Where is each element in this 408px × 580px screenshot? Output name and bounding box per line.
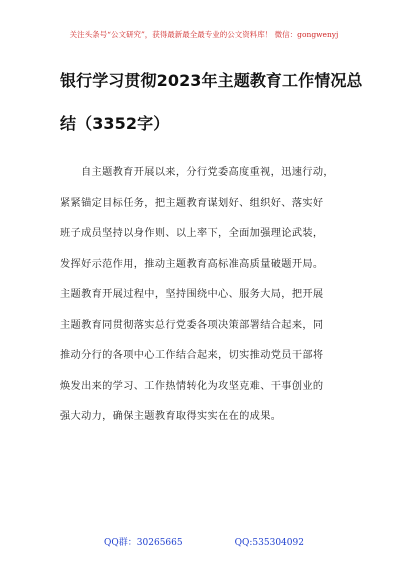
body-line-7: 推动分行的各项中心工作结合起来，切实推动党员干部将: [60, 350, 324, 361]
document-title: [60, 70, 363, 135]
document-body: [60, 158, 364, 433]
body-line-1: 自主题教育开展以来，分行党委高度重视，迅速行动，: [81, 167, 334, 178]
body-line-9: 强大动力，确保主题教育取得实实在在的成果。: [60, 411, 282, 422]
header-promo-note: 关注头条号“公文研究”，获得最新最全最专业的公文资料库！ 微信：gongwenyj: [69, 30, 339, 39]
body-line-5: 主题教育开展过程中，坚持围绕中心、服务大局，把开展: [60, 289, 324, 300]
title-line-1: 银行学习贯彻2023年主题教育工作情况总: [60, 71, 363, 90]
title-line-2: 结（3352字）: [60, 114, 170, 133]
footer-contact: [0, 537, 408, 549]
body-line-2: 紧紧锚定目标任务，把主题教育谋划好、组织好、落实好: [60, 197, 324, 209]
body-line-3: 班子成员坚持以身作则、以上率下，全面加强理论武装，: [60, 228, 324, 239]
body-line-8: 焕发出来的学习、工作热情转化为攻坚克难、干事创业的: [60, 380, 324, 392]
body-line-6: 主题教育同贯彻落实总行党委各项决策部署结合起来，同: [60, 319, 324, 331]
body-line-4: 发挥好示范作用，推动主题教育高标准高质量破题开局。: [60, 258, 324, 270]
footer-qq-number: QQ:535304092: [234, 538, 304, 548]
footer-qq-group: QQ群：30265665: [104, 538, 183, 548]
